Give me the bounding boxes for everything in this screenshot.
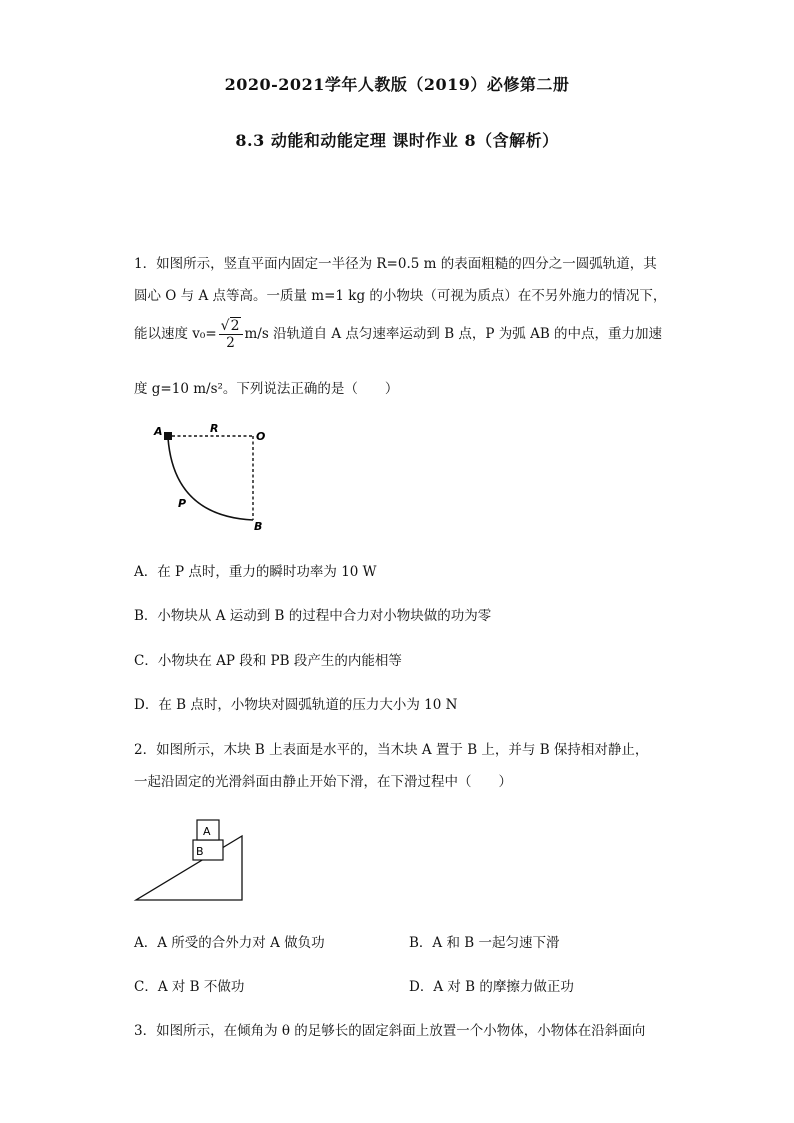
q1-frac-numerator: 2 xyxy=(230,318,240,334)
q1-option-a: A．在 P 点时，重力的瞬时功率为 10 W xyxy=(134,564,377,580)
q1-text-line3 xyxy=(134,318,662,351)
q1-label-p: P xyxy=(178,497,187,510)
q2-option-c: C．A 对 B 不做功 xyxy=(134,979,245,995)
q2-option-d: D．A 对 B 的摩擦力做正功 xyxy=(409,979,574,995)
q1-figure-arc-track xyxy=(150,418,280,534)
q1-line3-prefix: 能以速度 v₀= xyxy=(134,326,217,342)
page-title-line1: 2020-2021学年人教版（2019）必修第二册 xyxy=(224,75,570,94)
q1-option-b: B．小物块从 A 运动到 B 的过程中合力对小物块做的功为零 xyxy=(134,608,492,624)
q2-text-line2: 一起沿固定的光滑斜面由静止开始下滑，在下滑过程中（ ） xyxy=(134,774,512,790)
q2-text-line1: 2．如图所示，木块 B 上表面是水平的，当木块 A 置于 B 上，并与 B 保持相对静止， xyxy=(134,742,649,758)
q3-text-line1: 3．如图所示，在倾角为 θ 的足够长的固定斜面上放置一个小物体，小物体在沿斜面向 xyxy=(134,1023,646,1039)
q2-label-b: B xyxy=(196,845,204,858)
q1-label-a: A xyxy=(154,425,163,438)
q2-incline xyxy=(136,836,242,900)
q2-option-b: B．A 和 B 一起匀速下滑 xyxy=(409,935,560,951)
q1-option-d: D．在 B 点时，小物块对圆弧轨道的压力大小为 10 N xyxy=(134,697,458,713)
q1-frac-denominator: 2 xyxy=(226,335,235,351)
q2-option-a: A．A 所受的合外力对 A 做负功 xyxy=(134,935,325,951)
q1-label-o: O xyxy=(256,430,266,443)
q1-option-c: C．小物块在 AP 段和 PB 段产生的内能相等 xyxy=(134,653,402,669)
page-title-line2: 8.3 动能和动能定理 课时作业 8（含解析） xyxy=(235,131,559,150)
q1-fraction: $\frac{√2}{2}$ xyxy=(219,318,243,351)
q1-line3-suffix: m/s 沿轨道自 A 点匀速率运动到 B 点，P 为弧 AB 的中点，重力加速 xyxy=(244,326,663,342)
q1-text-line1: 1．如图所示，竖直平面内固定一半径为 R=0.5 m 的表面粗糙的四分之一圆弧轨道，其 xyxy=(134,256,657,272)
q2-label-a: A xyxy=(203,825,211,838)
q1-text-line4: 度 g=10 m/s²。下列说法正确的是（ ） xyxy=(134,381,399,397)
q1-text-line2: 圆心 O 与 A 点等高。一质量 m=1 kg 的小物块（可视为质点）在不另外施力的情况下， xyxy=(134,288,667,304)
q1-label-r: R xyxy=(210,422,219,435)
q1-label-b: B xyxy=(254,520,263,533)
q2-figure-incline xyxy=(130,812,250,906)
